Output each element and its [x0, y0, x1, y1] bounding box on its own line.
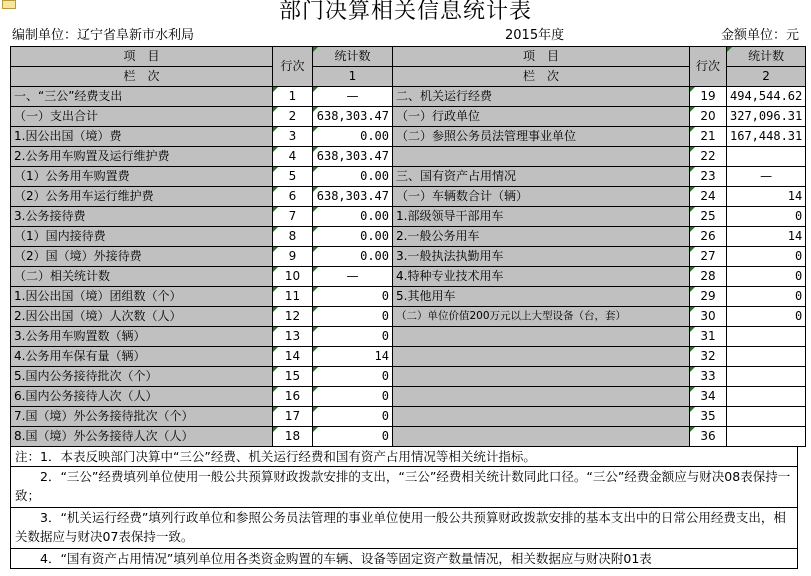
- right-row-number[interactable]: 23: [690, 167, 727, 187]
- right-stat-value[interactable]: 494,544.62: [727, 87, 806, 107]
- left-item-label[interactable]: 2.因公出国（境）人次数（人）: [11, 307, 273, 327]
- table-row: [11, 187, 806, 207]
- right-item-label[interactable]: 三、国有资产占用情况: [393, 167, 690, 187]
- right-item-label[interactable]: 1.部级领导干部用车: [393, 207, 690, 227]
- right-stat-value[interactable]: 0: [727, 247, 806, 267]
- header-row-no-left: 行次: [273, 47, 313, 87]
- note-3: 3．“机关运行经费”填列行政单位和参照公务员法管理的事业单位使用一般公共预算财政拨款安排的基本支出中的日常公用经费支出，相关数据应与财决07表保持一致。: [11, 507, 797, 548]
- left-item-label[interactable]: （1）国内接待费: [11, 227, 273, 247]
- right-item-label[interactable]: [393, 387, 690, 407]
- table-row: [11, 327, 806, 347]
- right-row-number[interactable]: 34: [690, 387, 727, 407]
- table-row: [11, 147, 806, 167]
- header-row-2: [11, 67, 806, 87]
- right-row-number[interactable]: 32: [690, 347, 727, 367]
- right-item-label[interactable]: （一）车辆数合计（辆）: [393, 187, 690, 207]
- right-item-label[interactable]: 5.其他用车: [393, 287, 690, 307]
- right-stat-value[interactable]: 14: [727, 187, 806, 207]
- right-row-number[interactable]: 30: [690, 307, 727, 327]
- left-row-number[interactable]: 14: [273, 347, 313, 367]
- table-row: [11, 307, 806, 327]
- table-row: [11, 427, 806, 447]
- right-stat-value[interactable]: 327,096.31: [727, 107, 806, 127]
- left-row-number[interactable]: 4: [273, 147, 313, 167]
- right-row-number[interactable]: 21: [690, 127, 727, 147]
- right-stat-value[interactable]: 14: [727, 227, 806, 247]
- right-item-label[interactable]: [393, 327, 690, 347]
- right-item-label[interactable]: （二）参照公务员法管理事业单位: [393, 127, 690, 147]
- right-item-label[interactable]: （一）行政单位: [393, 107, 690, 127]
- header-column-label-left: 栏 次: [11, 67, 273, 87]
- table-row: [11, 247, 806, 267]
- left-stat-value[interactable]: 0.00: [313, 167, 393, 187]
- left-row-number[interactable]: 16: [273, 387, 313, 407]
- header-stat-right: 统计数: [727, 47, 806, 67]
- left-item-label[interactable]: 1.因公出国（境）团组数（个）: [11, 287, 273, 307]
- table-row: [11, 207, 806, 227]
- right-row-number[interactable]: 26: [690, 227, 727, 247]
- right-row-number[interactable]: 19: [690, 87, 727, 107]
- right-row-number[interactable]: 35: [690, 407, 727, 427]
- right-item-label[interactable]: [393, 347, 690, 367]
- right-item-label[interactable]: （二）单位价值200万元以上大型设备（台，套）: [393, 307, 690, 327]
- right-stat-value[interactable]: [727, 147, 806, 167]
- left-row-number[interactable]: 9: [273, 247, 313, 267]
- table-row: [11, 347, 806, 367]
- right-stat-value[interactable]: 0: [727, 307, 806, 327]
- right-item-label[interactable]: [393, 407, 690, 427]
- left-row-number[interactable]: 8: [273, 227, 313, 247]
- left-row-number[interactable]: 2: [273, 107, 313, 127]
- right-item-label[interactable]: [393, 367, 690, 387]
- right-stat-value[interactable]: [727, 427, 806, 447]
- right-stat-value[interactable]: 0: [727, 207, 806, 227]
- table-row: [11, 407, 806, 427]
- fiscal-year: 2015年度: [505, 28, 565, 43]
- left-item-label[interactable]: （2）公务用车运行维护费: [11, 187, 273, 207]
- left-row-number[interactable]: 5: [273, 167, 313, 187]
- header-item-right: 项 目: [393, 47, 690, 67]
- left-item-label[interactable]: （1）公务用车购置费: [11, 167, 273, 187]
- left-item-label[interactable]: 3.公务接待费: [11, 207, 273, 227]
- left-stat-value[interactable]: —: [313, 267, 393, 287]
- left-stat-value[interactable]: 0.00: [313, 247, 393, 267]
- left-stat-value[interactable]: 14: [313, 347, 393, 367]
- table-row: [11, 287, 806, 307]
- page-title: 部门决算相关信息统计表: [278, 0, 532, 24]
- left-item-label[interactable]: （一）支出合计: [11, 107, 273, 127]
- table-row: [11, 87, 806, 107]
- right-item-label[interactable]: [393, 427, 690, 447]
- right-stat-value[interactable]: 167,448.31: [727, 127, 806, 147]
- left-item-label[interactable]: 1.因公出国（境）费: [11, 127, 273, 147]
- left-item-label[interactable]: 4.公务用车保有量（辆）: [11, 347, 273, 367]
- table-row: [11, 127, 806, 147]
- right-item-label[interactable]: 二、机关运行经费: [393, 87, 690, 107]
- left-item-label[interactable]: 5.国内公务接待批次（个）: [11, 367, 273, 387]
- table-row: [11, 167, 806, 187]
- left-stat-value[interactable]: 0: [313, 427, 393, 447]
- table-row: [11, 367, 806, 387]
- right-row-number[interactable]: 22: [690, 147, 727, 167]
- right-stat-value[interactable]: 0: [727, 267, 806, 287]
- left-stat-value[interactable]: 0: [313, 387, 393, 407]
- left-item-label[interactable]: 6.国内公务接待人次（人）: [11, 387, 273, 407]
- left-row-number[interactable]: 18: [273, 427, 313, 447]
- currency-unit: 金额单位：元: [720, 28, 799, 43]
- left-stat-value[interactable]: 0.00: [313, 207, 393, 227]
- left-stat-value[interactable]: 0: [313, 287, 393, 307]
- left-row-number[interactable]: 13: [273, 327, 313, 347]
- right-row-number[interactable]: 27: [690, 247, 727, 267]
- header-stat-left: 统计数: [313, 47, 393, 67]
- left-row-number[interactable]: 11: [273, 287, 313, 307]
- right-item-label[interactable]: 2.一般公务用车: [393, 227, 690, 247]
- left-item-label[interactable]: 8.国（境）外公务接待人次（人）: [11, 427, 273, 447]
- left-row-number[interactable]: 6: [273, 187, 313, 207]
- note-1: 注：1．本表反映部门决算中“三公”经费、机关运行经费和国有资产占用情况等相关统计指标。: [11, 446, 797, 466]
- left-stat-value[interactable]: —: [313, 87, 393, 107]
- right-stat-value[interactable]: [727, 347, 806, 367]
- left-row-number[interactable]: 15: [273, 367, 313, 387]
- note-2: 2．“三公”经费填列单位使用一般公共预算财政拨款安排的支出，“三公”经费相关统计数同此口径。“三公”经费金额应与财决08表保持一致；: [11, 466, 797, 507]
- left-stat-value[interactable]: 0.00: [313, 127, 393, 147]
- left-item-label[interactable]: 3.公务用车购置数（辆）: [11, 327, 273, 347]
- header-row-1: [11, 47, 806, 67]
- header-col-number-1: 1: [313, 67, 393, 87]
- right-item-label[interactable]: 4.特种专业技术用车: [393, 267, 690, 287]
- table-row: [11, 267, 806, 287]
- left-row-number[interactable]: 7: [273, 207, 313, 227]
- left-row-number[interactable]: 10: [273, 267, 313, 287]
- header-row-no-right: 行次: [690, 47, 727, 87]
- statistics-table: [10, 46, 806, 447]
- note-4: 4．“国有资产占用情况”填列单位用各类资金购置的车辆、设备等固定资产数量情况，相关数据应与财决附01表: [11, 548, 797, 568]
- left-row-number[interactable]: 1: [273, 87, 313, 107]
- header-col-number-2: 2: [727, 67, 806, 87]
- header-column-label-right: 栏 次: [393, 67, 690, 87]
- left-stat-value[interactable]: 0: [313, 327, 393, 347]
- left-stat-value[interactable]: 0.00: [313, 227, 393, 247]
- right-row-number[interactable]: 28: [690, 267, 727, 287]
- table-row: [11, 387, 806, 407]
- right-row-number[interactable]: 33: [690, 367, 727, 387]
- left-stat-value[interactable]: 0: [313, 367, 393, 387]
- right-stat-value[interactable]: —: [727, 167, 806, 187]
- reporting-unit: 编制单位：辽宁省阜新市水利局: [12, 28, 195, 43]
- left-stat-value[interactable]: 638,303.47: [313, 187, 393, 207]
- left-row-number[interactable]: 3: [273, 127, 313, 147]
- right-row-number[interactable]: 31: [690, 327, 727, 347]
- left-stat-value[interactable]: 0: [313, 407, 393, 427]
- right-item-label[interactable]: 3.一般执法执勤用车: [393, 247, 690, 267]
- left-stat-value[interactable]: 638,303.47: [313, 147, 393, 167]
- left-item-label[interactable]: （二）相关统计数: [11, 267, 273, 287]
- left-item-label[interactable]: 一、“三公”经费支出: [11, 87, 273, 107]
- left-stat-value[interactable]: 0: [313, 307, 393, 327]
- right-row-number[interactable]: 24: [690, 187, 727, 207]
- left-item-label[interactable]: 7.国（境）外公务接待批次（个）: [11, 407, 273, 427]
- right-stat-value[interactable]: [727, 327, 806, 347]
- right-stat-value[interactable]: [727, 407, 806, 427]
- left-stat-value[interactable]: 638,303.47: [313, 107, 393, 127]
- notes-section: [10, 446, 798, 569]
- table-row: [11, 107, 806, 127]
- table-row: [11, 227, 806, 247]
- header-item-left: 项 目: [11, 47, 273, 67]
- left-row-number[interactable]: 17: [273, 407, 313, 427]
- right-item-label[interactable]: [393, 147, 690, 167]
- right-stat-value[interactable]: 0: [727, 287, 806, 307]
- right-row-number[interactable]: 29: [690, 287, 727, 307]
- left-item-label[interactable]: （2）国（境）外接待费: [11, 247, 273, 267]
- right-row-number[interactable]: 20: [690, 107, 727, 127]
- right-stat-value[interactable]: [727, 367, 806, 387]
- left-item-label[interactable]: 2.公务用车购置及运行维护费: [11, 147, 273, 167]
- left-row-number[interactable]: 12: [273, 307, 313, 327]
- right-row-number[interactable]: 36: [690, 427, 727, 447]
- right-stat-value[interactable]: [727, 387, 806, 407]
- right-row-number[interactable]: 25: [690, 207, 727, 227]
